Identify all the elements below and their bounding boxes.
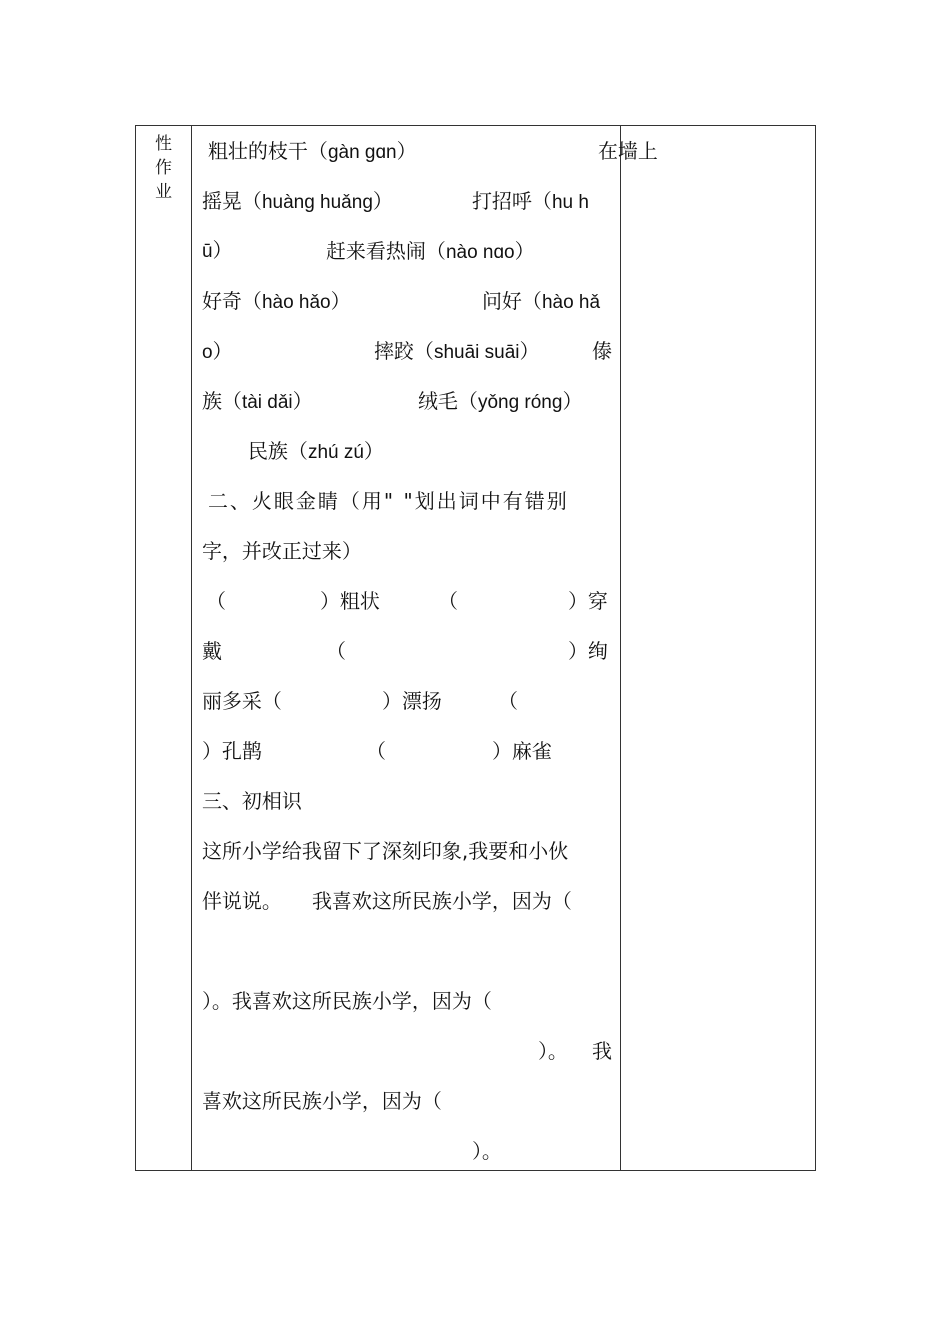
text-run: 摇晃（: [201, 189, 262, 213]
answer-prompt: 喜欢这所民族小学，因为（: [201, 1089, 442, 1113]
pinyin-options: hu h: [551, 192, 589, 213]
text-run: ）: [562, 389, 583, 413]
text-run: 赶来看热闹（: [325, 239, 446, 263]
pinyin-options: o: [201, 342, 213, 363]
pinyin-line-7: [248, 436, 384, 468]
typo-word: ）漂扬: [381, 689, 442, 713]
pinyin-options: yǒng róng: [477, 392, 563, 413]
pinyin-line-6-end: [418, 386, 583, 418]
pinyin-line-4-end: [482, 286, 600, 318]
section-two-heading-2: 字，并改正过来）: [201, 539, 362, 563]
pinyin-options: nào nɑo: [445, 242, 515, 263]
text-run: ）: [363, 439, 384, 463]
typo-open-paren: （: [205, 589, 226, 613]
pinyin-options: hào hǎ: [541, 292, 601, 313]
pinyin-line-2: [202, 186, 393, 218]
text-run: 民族（: [247, 439, 308, 463]
answer-prompt: ）。我喜欢这所民族小学，因为（: [201, 989, 492, 1013]
pinyin-line-6: [202, 386, 313, 418]
exercise-content: [192, 126, 658, 1170]
typo-word: 丽多采（: [201, 689, 282, 713]
text-run: 问好（: [481, 289, 542, 313]
section-three-intro-2: 伴说说。: [201, 889, 282, 913]
typo-word: ）麻雀: [491, 739, 552, 763]
section-two-heading-1: 二、火眼金睛（用" "划出词中有错别: [207, 489, 569, 513]
text-run: 族（: [201, 389, 242, 413]
typo-word: ）孔鹊: [201, 739, 262, 763]
typo-open-paren: （: [497, 689, 518, 713]
text-run: 绒毛（: [417, 389, 478, 413]
text-run: ）: [212, 240, 233, 262]
label-cell: [136, 126, 192, 1171]
pinyin-options: huàng huǎng: [261, 192, 373, 213]
section-three-intro-1: 这所小学给我留下了深刻印象,我要和小伙: [201, 839, 569, 863]
pinyin-options: gàn gɑn: [327, 142, 397, 163]
typo-open-paren: （: [365, 739, 386, 763]
typo-word: ）绚: [567, 639, 608, 663]
pinyin-line-2-end: [472, 186, 589, 218]
pinyin-options: hào hǎo: [261, 292, 331, 313]
text-run: ）: [372, 189, 393, 213]
typo-word: ）粗状: [319, 589, 380, 613]
answer-close: ）。: [537, 1039, 568, 1063]
text-run: ）: [519, 339, 540, 363]
pinyin-line-5: [374, 336, 540, 368]
answer-prompt: 我: [591, 1039, 612, 1063]
pinyin-options: shuāi suāi: [433, 342, 520, 363]
answer-close: ）。: [471, 1139, 502, 1163]
answer-prompt: 我喜欢这所民族小学，因为（: [311, 889, 572, 913]
content-cell: [191, 126, 658, 1171]
typo-word: 戴: [201, 639, 222, 663]
typo-open-paren: （: [437, 589, 458, 613]
section-three-heading: 三、初相识: [201, 789, 302, 813]
pinyin-line-3-start: [202, 236, 233, 267]
pinyin-line-4: [202, 286, 351, 318]
table-row: [136, 126, 816, 1171]
label-column-text: 性作业: [155, 134, 172, 202]
typo-open-paren: （: [325, 639, 346, 663]
text-run: 粗壮的枝干（: [207, 139, 328, 163]
pinyin-line-5-start: [202, 336, 233, 368]
typo-word: ）穿: [567, 589, 608, 613]
pinyin-line-1: [208, 136, 417, 168]
notes-cell: [620, 126, 815, 1171]
text-run: 好奇（: [201, 289, 262, 313]
text-run: ）: [292, 389, 313, 413]
pinyin-options: zhú zú: [307, 442, 364, 463]
pinyin-line-5-end: 傣: [591, 339, 612, 363]
text-run: 摔跤（: [373, 339, 434, 363]
pinyin-line-1-end: 在墙上: [597, 139, 658, 163]
text-run: ）: [330, 289, 351, 313]
pinyin-line-3: [326, 236, 535, 268]
text-run: ）: [212, 339, 233, 363]
text-run: ）: [396, 139, 417, 163]
text-run: ）: [514, 239, 535, 263]
worksheet-table: [135, 125, 816, 1171]
pinyin-options: tài dǎi: [241, 392, 293, 413]
pinyin-options: ū: [201, 241, 213, 262]
text-run: 打招呼（: [471, 189, 552, 213]
